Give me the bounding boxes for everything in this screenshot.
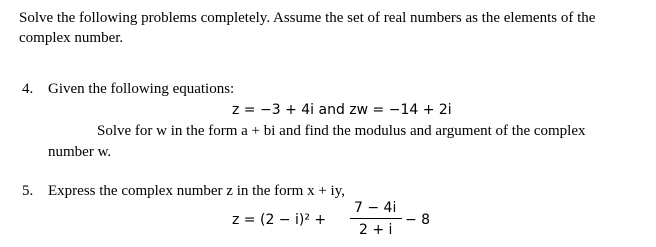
problem-4-number: 4. [22, 81, 34, 97]
problem-5-equation-right: − 8 [405, 212, 431, 228]
problem-5-fraction-numerator: 7 − 4i [354, 200, 397, 216]
problem-5-equation-left: z = (2 − i)² + [232, 212, 327, 228]
problem-4-statement: Given the following equations: [48, 81, 235, 97]
problem-4-task-line-1: Solve for w in the form a + bi and find the modulus and argument of the complex [97, 123, 586, 139]
problem-4-task-line-2: number w. [48, 144, 112, 160]
problem-5-fraction-bar [350, 218, 402, 219]
instructions-line-2: complex number. [19, 30, 124, 46]
problem-5-fraction-denominator: 2 + i [359, 222, 393, 238]
problem-4-equation: z = −3 + 4i and zw = −14 + 2i [232, 102, 452, 118]
instructions-line-1: Solve the following problems completely. Assume the set of real numbers as the elements of the [19, 10, 596, 26]
problem-5-statement: Express the complex number z in the form x + iy, [48, 183, 345, 199]
problem-5-number: 5. [22, 183, 34, 199]
